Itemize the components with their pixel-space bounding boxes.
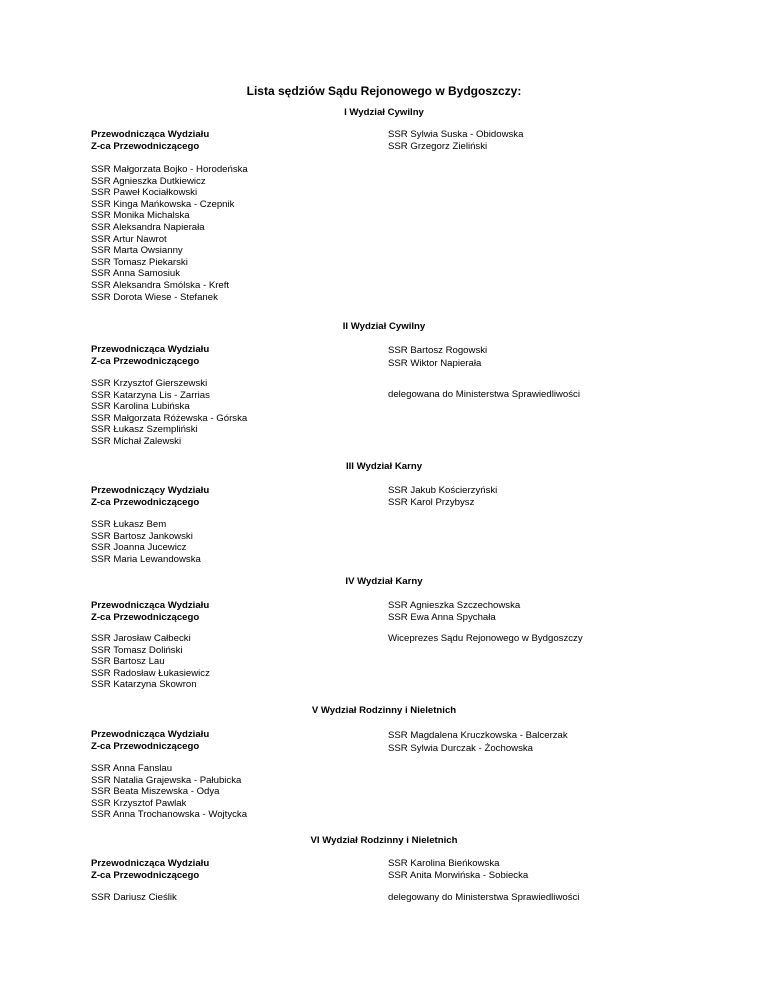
head-judges — [388, 729, 568, 755]
role-labels — [91, 129, 209, 152]
judge-name: SSR Marta Owsianny — [91, 245, 183, 257]
deputy-name: SSR Sylwia Durczak - Żochowska — [388, 743, 534, 754]
section-title: VI Wydział Rodzinny i Nieletnich — [310, 835, 458, 846]
head-judges — [388, 600, 520, 623]
judge-name: SSR Paweł Kociałkowski — [91, 187, 198, 199]
vice-president-note: Wiceprezes Sądu Rejonowego w Bydgoszczy — [388, 633, 583, 644]
role-labels — [91, 600, 209, 623]
judge-name: SSR Dariusz Cieślik — [91, 892, 177, 903]
judge-name: SSR Jarosław Całbecki — [91, 633, 191, 644]
role-deputy: Z-ca Przewodniczącego — [91, 140, 200, 152]
chair-name: SSR Sylwia Suska - Obidowska — [388, 129, 524, 140]
head-judges — [388, 485, 497, 508]
role-deputy: Z-ca Przewodniczącego — [91, 611, 200, 623]
judge-name: SSR Anna Fanslau — [91, 763, 173, 774]
chair-name: SSR Bartosz Rogowski — [388, 345, 488, 356]
judge-name: SSR Monika Michalska — [91, 210, 190, 222]
section-title: III Wydział Karny — [345, 461, 423, 472]
role-deputy: Z-ca Przewodniczącego — [91, 496, 200, 508]
judge-name: SSR Beata Miszewska - Odya — [91, 786, 220, 798]
role-deputy: Z-ca Przewodniczącego — [91, 355, 200, 367]
role-deputy: Z-ca Przewodniczącego — [91, 869, 200, 881]
deputy-name: SSR Grzegorz Zieliński — [388, 140, 488, 152]
judge-name: SSR Małgorzata Bojko - Horodeńska — [91, 164, 248, 175]
head-judges — [388, 129, 523, 152]
deputy-name: SSR Ewa Anna Spychała — [388, 611, 496, 623]
role-chair: Przewodnicząca Wydziału — [91, 129, 210, 140]
judge-name: SSR Anna Trochanowska - Wojtycka — [91, 809, 248, 821]
page-title: Lista sędziów Sądu Rejonowego w Bydgoszczy: — [246, 84, 522, 98]
judge-name: SSR Natalia Grajewska - Pałubicka — [91, 774, 242, 786]
judge-name: SSR Tomasz Piekarski — [91, 256, 188, 268]
judge-name: SSR Michał Zalewski — [91, 435, 182, 447]
chair-name: SSR Jakub Kościerzyński — [388, 485, 498, 496]
judge-name: SSR Małgorzata Różewska - Górska — [91, 412, 248, 424]
judge-name: SSR Katarzyna Lis - Zarrias — [91, 389, 210, 401]
judge-name: SSR Łukasz Szempliński — [91, 424, 198, 436]
section-title: V Wydział Rodzinny i Nieletnich — [311, 705, 457, 716]
judge-name: SSR Anna Samosiuk — [91, 268, 181, 280]
section-title: IV Wydział Karny — [345, 576, 423, 587]
judge-name: SSR Dorota Wiese - Stefanek — [91, 291, 218, 303]
judge-name: SSR Bartosz Lau — [91, 656, 165, 668]
judge-name: SSR Katarzyna Skowron — [91, 679, 197, 691]
judge-name: SSR Artur Nawrot — [91, 233, 167, 245]
judge-name: SSR Krzysztof Pawlak — [91, 797, 187, 809]
judge-name: SSR Kinga Mańkowska - Czepnik — [91, 198, 235, 210]
judges-list — [91, 164, 248, 303]
chair-name: SSR Agnieszka Szczechowska — [388, 600, 521, 611]
role-labels — [91, 344, 209, 367]
delegation-note: delegowana do Ministerstwa Sprawiedliwości — [388, 389, 580, 400]
role-chair: Przewodniczący Wydziału — [91, 485, 210, 496]
judge-name: SSR Joanna Jucewicz — [91, 542, 187, 554]
judge-name: SSR Maria Lewandowska — [91, 553, 201, 565]
role-labels — [91, 858, 209, 881]
judges-list — [91, 519, 201, 565]
head-judges — [388, 858, 528, 881]
judge-name: SSR Łukasz Bem — [91, 519, 167, 530]
deputy-name: SSR Karol Przybysz — [388, 496, 475, 508]
role-chair: Przewodnicząca Wydziału — [91, 600, 210, 611]
judge-name: SSR Krzysztof Gierszewski — [91, 378, 208, 389]
role-labels — [91, 485, 209, 508]
role-chair: Przewodnicząca Wydziału — [91, 729, 210, 740]
judge-name: SSR Aleksandra Napierała — [91, 221, 205, 233]
section-title: I Wydział Cywilny — [344, 107, 424, 118]
delegation-note: delegowany do Ministerstwa Sprawiedliwości — [388, 892, 580, 903]
deputy-name: SSR Wiktor Napierała — [388, 358, 482, 369]
judge-name: SSR Tomasz Doliński — [91, 644, 183, 656]
section-title: II Wydział Cywilny — [342, 321, 426, 332]
role-labels — [91, 729, 209, 752]
judges-list — [91, 633, 210, 691]
chair-name: SSR Magdalena Kruczkowska - Balcerzak — [388, 730, 568, 741]
head-judges — [388, 344, 487, 370]
role-chair: Przewodnicząca Wydziału — [91, 344, 210, 355]
judge-name: SSR Agnieszka Dutkiewicz — [91, 175, 206, 187]
judge-name: SSR Bartosz Jankowski — [91, 530, 193, 542]
chair-name: SSR Karolina Bieńkowska — [388, 858, 500, 869]
deputy-name: SSR Anita Morwińska - Sobiecka — [388, 869, 529, 881]
judge-name: SSR Radosław Łukasiewicz — [91, 667, 210, 679]
judge-name: SSR Karolina Lubińska — [91, 401, 190, 413]
judge-name: SSR Aleksandra Smólska - Kreft — [91, 279, 230, 291]
role-deputy: Z-ca Przewodniczącego — [91, 740, 200, 752]
judges-list — [91, 892, 177, 904]
judges-list — [91, 378, 247, 448]
judges-list — [91, 763, 247, 821]
role-chair: Przewodnicząca Wydziału — [91, 858, 210, 869]
